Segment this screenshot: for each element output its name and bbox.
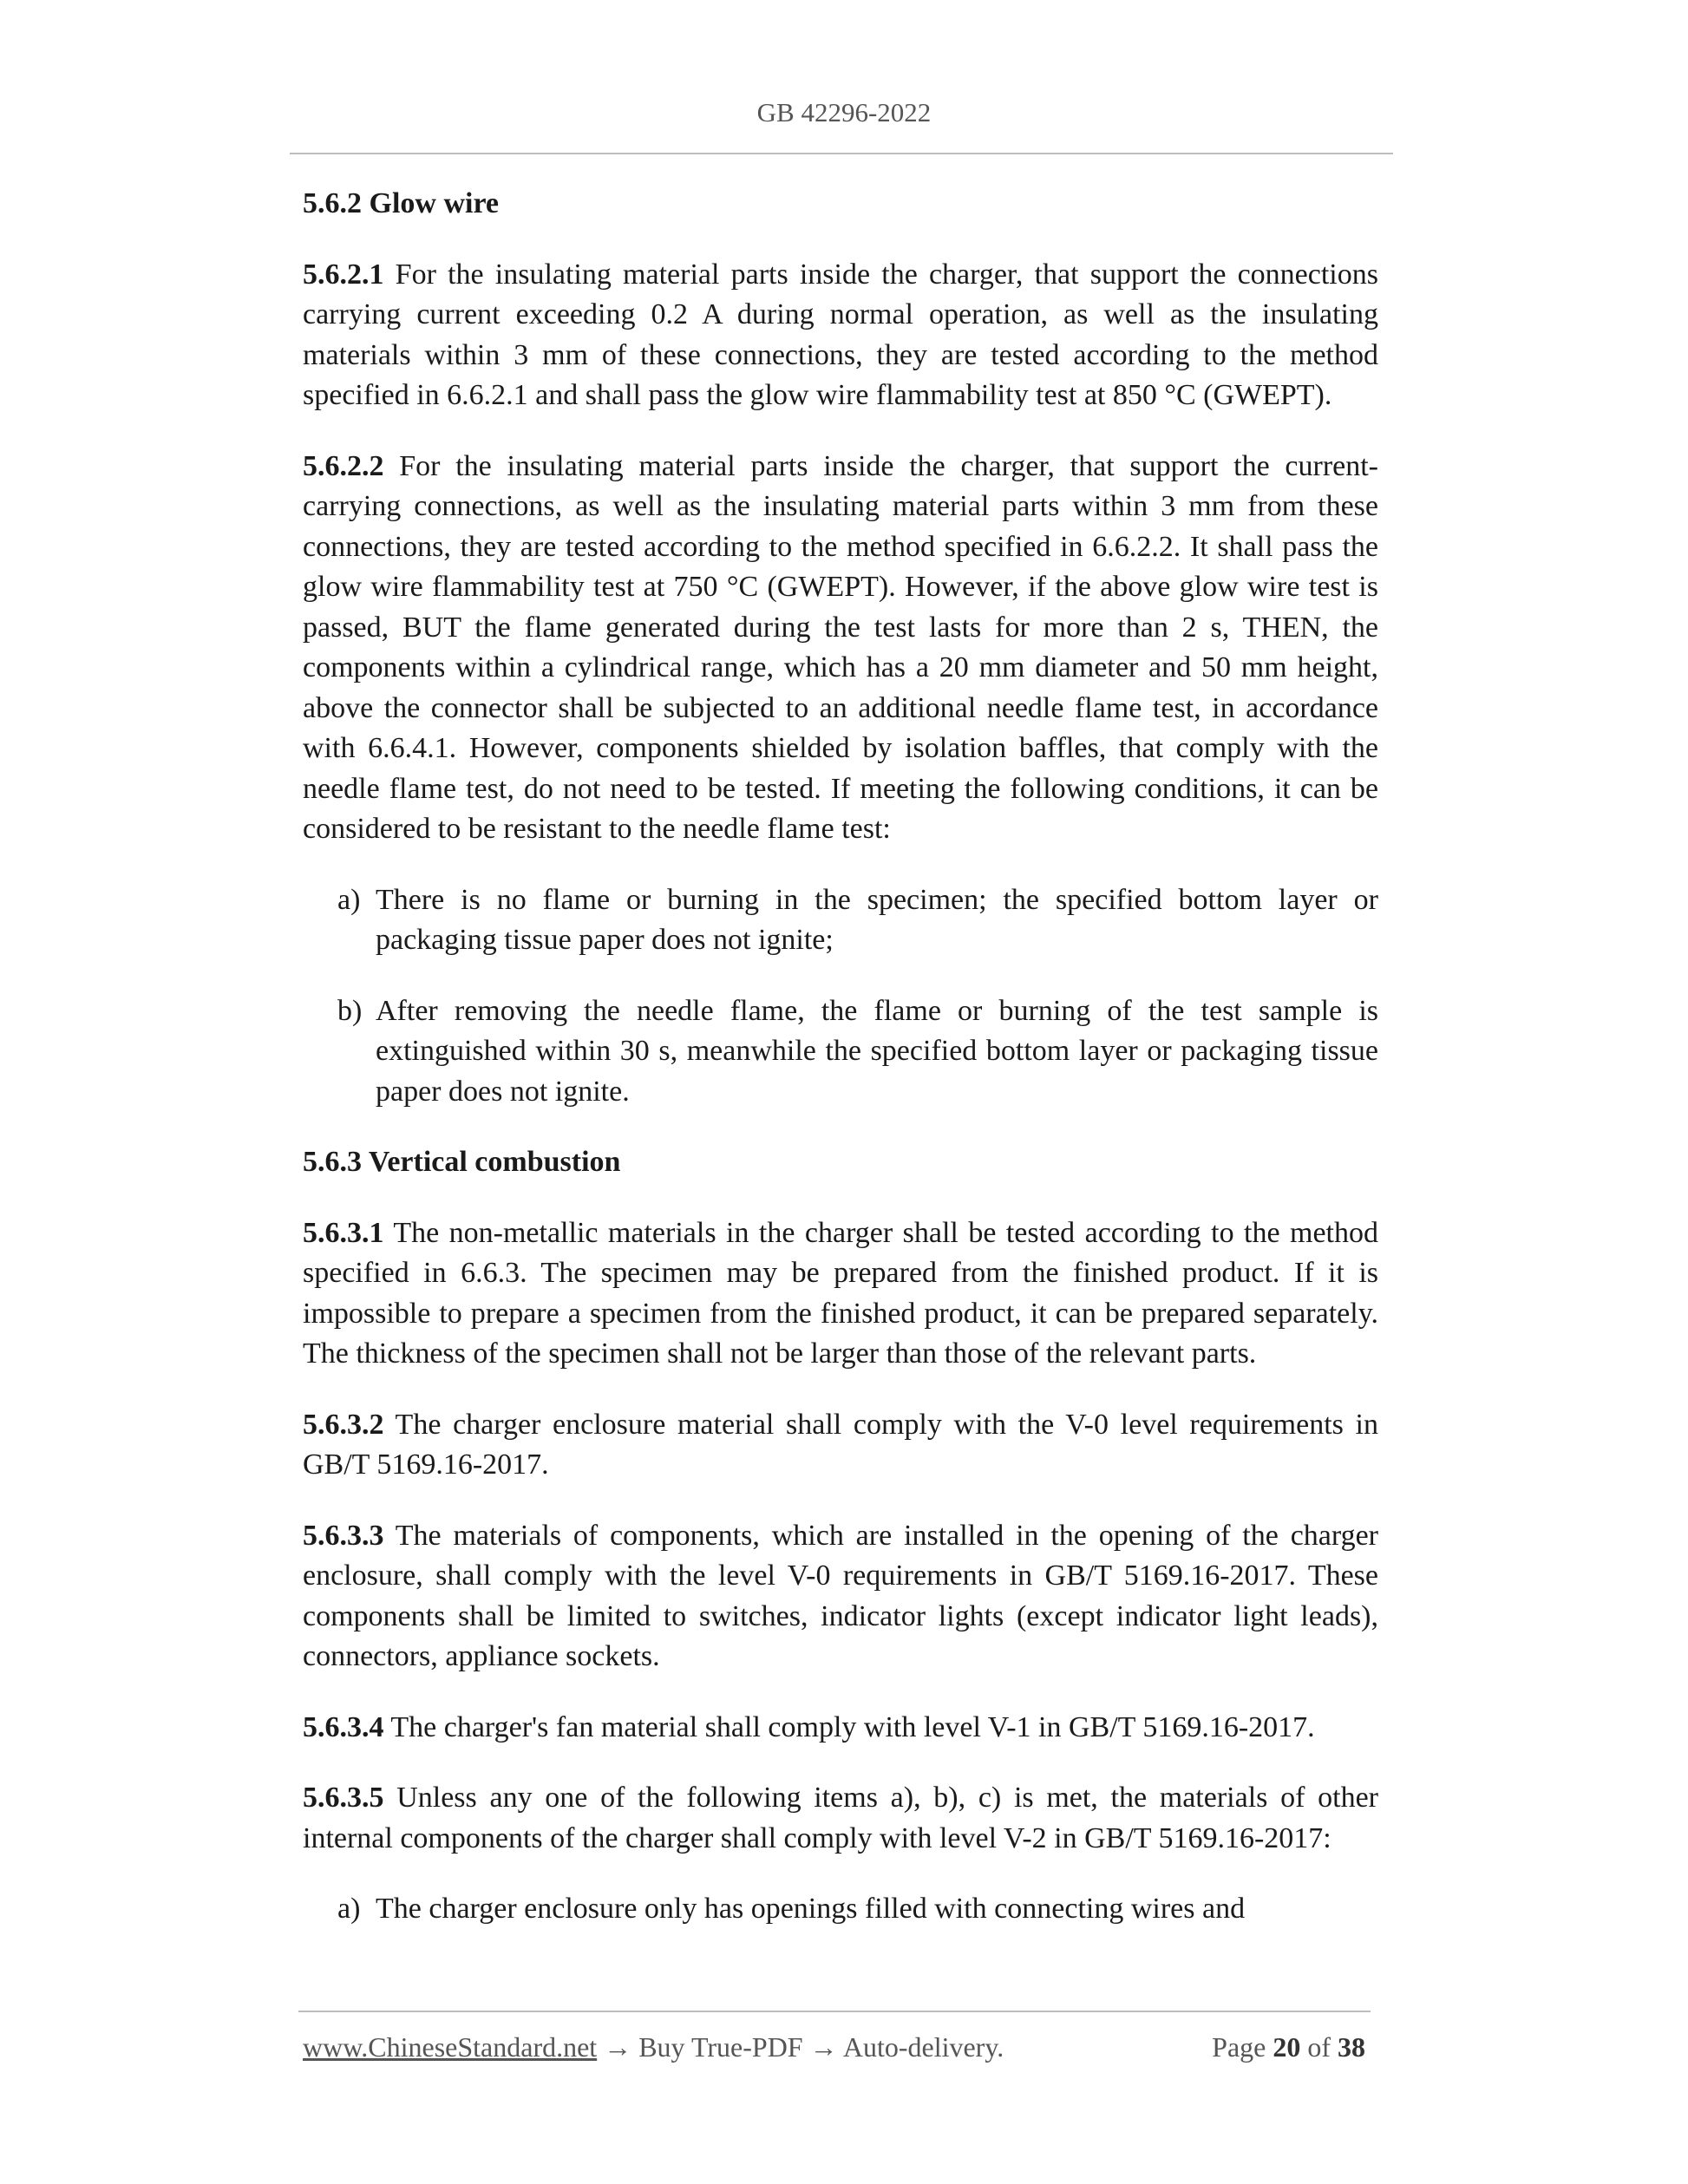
page-label: Page (1212, 2031, 1266, 2063)
list-text: After removing the needle flame, the flame or burning of the test sample is extinguished within 30 s, meanwhile the specified bottom layer or packaging tissue paper does not ignite. (376, 994, 1378, 1108)
page-content (303, 184, 1378, 1960)
clause-number: 5.6.2.1 (303, 258, 384, 291)
clause-text: The charger's fan material shall comply with level V-1 in GB/T 5169.16-2017. (383, 1710, 1315, 1743)
list-text: The charger enclosure only has openings filled with connecting wires and (376, 1893, 1246, 1925)
clause-text: The non-metallic materials in the charger shall be tested according to the method specified in 6.6.3. The specimen may be prepared from the finished product. If it is impossible to prepare a specimen from the finished product, it can be prepared separately. The thickness of the specimen shall not be larger than those of the relevant parts. (303, 1216, 1378, 1370)
clause-text: The charger enclosure material shall comply with the V-0 level requirements in GB/T 5169.16-2017. (303, 1408, 1378, 1481)
clause-5-6-3-3 (303, 1516, 1378, 1677)
list-marker: a) (337, 883, 361, 916)
section-heading-5-6-3: 5.6.3 Vertical combustion (303, 1146, 621, 1178)
clause-5-6-3-1 (303, 1213, 1378, 1375)
clause-text: For the insulating material parts inside the charger, that support the connections carrying current exceeding 0.2 A during normal operation, as well as the insulating materials within 3 mm of these connections, they are tested according to the method specified in 6.6.2.1 and shall pass the glow wire flammability test at 850 °C (GWEPT). (303, 258, 1378, 411)
clause-number: 5.6.3.3 (303, 1519, 384, 1552)
clause-text: Unless any one of the following items a), b), c) is met, the materials of other internal components of the charger shall comply with level V-2 in GB/T 5169.16-2017: (303, 1782, 1378, 1854)
clause-5-6-3-2 (303, 1405, 1378, 1486)
document-id-header: GB 42296-2022 (756, 97, 932, 128)
clause-number: 5.6.3.4 (303, 1710, 384, 1743)
section-heading-5-6-2: 5.6.2 Glow wire (303, 187, 500, 219)
list-marker: a) (337, 1893, 361, 1925)
clause-5-6-2-1 (303, 255, 1378, 416)
clause-number: 5.6.3.5 (303, 1782, 384, 1814)
header-divider (290, 153, 1393, 154)
list-item (303, 1889, 1378, 1930)
list-text: There is no flame or burning in the specimen; the specified bottom layer or packaging tissue paper does not ignite; (376, 883, 1378, 956)
clause-text: The materials of components, which are installed in the opening of the charger enclosure, shall comply with the level V-0 requirements in GB/T 5169.16-2017. These components shall be limited to switches, indicator lights (except indicator light leads), connectors, appliance sockets. (303, 1519, 1378, 1672)
footer-promo (303, 2031, 1004, 2063)
clause-5-6-3-4 (303, 1708, 1378, 1749)
footer-divider (298, 2011, 1371, 2012)
list-item (303, 991, 1378, 1113)
website-link[interactable]: www.ChineseStandard.net (303, 2031, 598, 2063)
clause-5-6-2-2 (303, 447, 1378, 850)
page-total: 38 (1338, 2031, 1365, 2063)
clause-number: 5.6.3.2 (303, 1408, 384, 1441)
clause-text: For the insulating material parts inside the charger, that support the current-carrying connections, as well as the insulating material parts within 3 mm from these connections, they are tested according to the method specified in 6.6.2.2. It shall pass the glow wire flammability test at 750 °C (GWEPT). However, if the above glow wire test is passed, BUT the flame generated during the test lasts for more than 2 s, THEN, the components within a cylindrical range, which has a 20 mm diameter and 50 mm height, above the connector shall be subjected to an additional needle flame test, in accordance with 6.6.4.1. However, components shielded by isolation baffles, that comply with the needle flame test, do not need to be tested. If meeting the following conditions, it can be considered to be resistant to the needle flame test: (303, 449, 1378, 845)
page-number: 20 (1273, 2031, 1301, 2063)
footer-tagline: → Buy True-PDF → Auto-delivery. (597, 2031, 1004, 2063)
list-marker: b) (337, 994, 363, 1027)
clause-number: 5.6.2.2 (303, 449, 384, 482)
page-indicator (1212, 2031, 1365, 2063)
clause-number: 5.6.3.1 (303, 1216, 384, 1249)
of-label: of (1307, 2031, 1331, 2063)
clause-5-6-3-5 (303, 1778, 1378, 1859)
list-item (303, 880, 1378, 961)
